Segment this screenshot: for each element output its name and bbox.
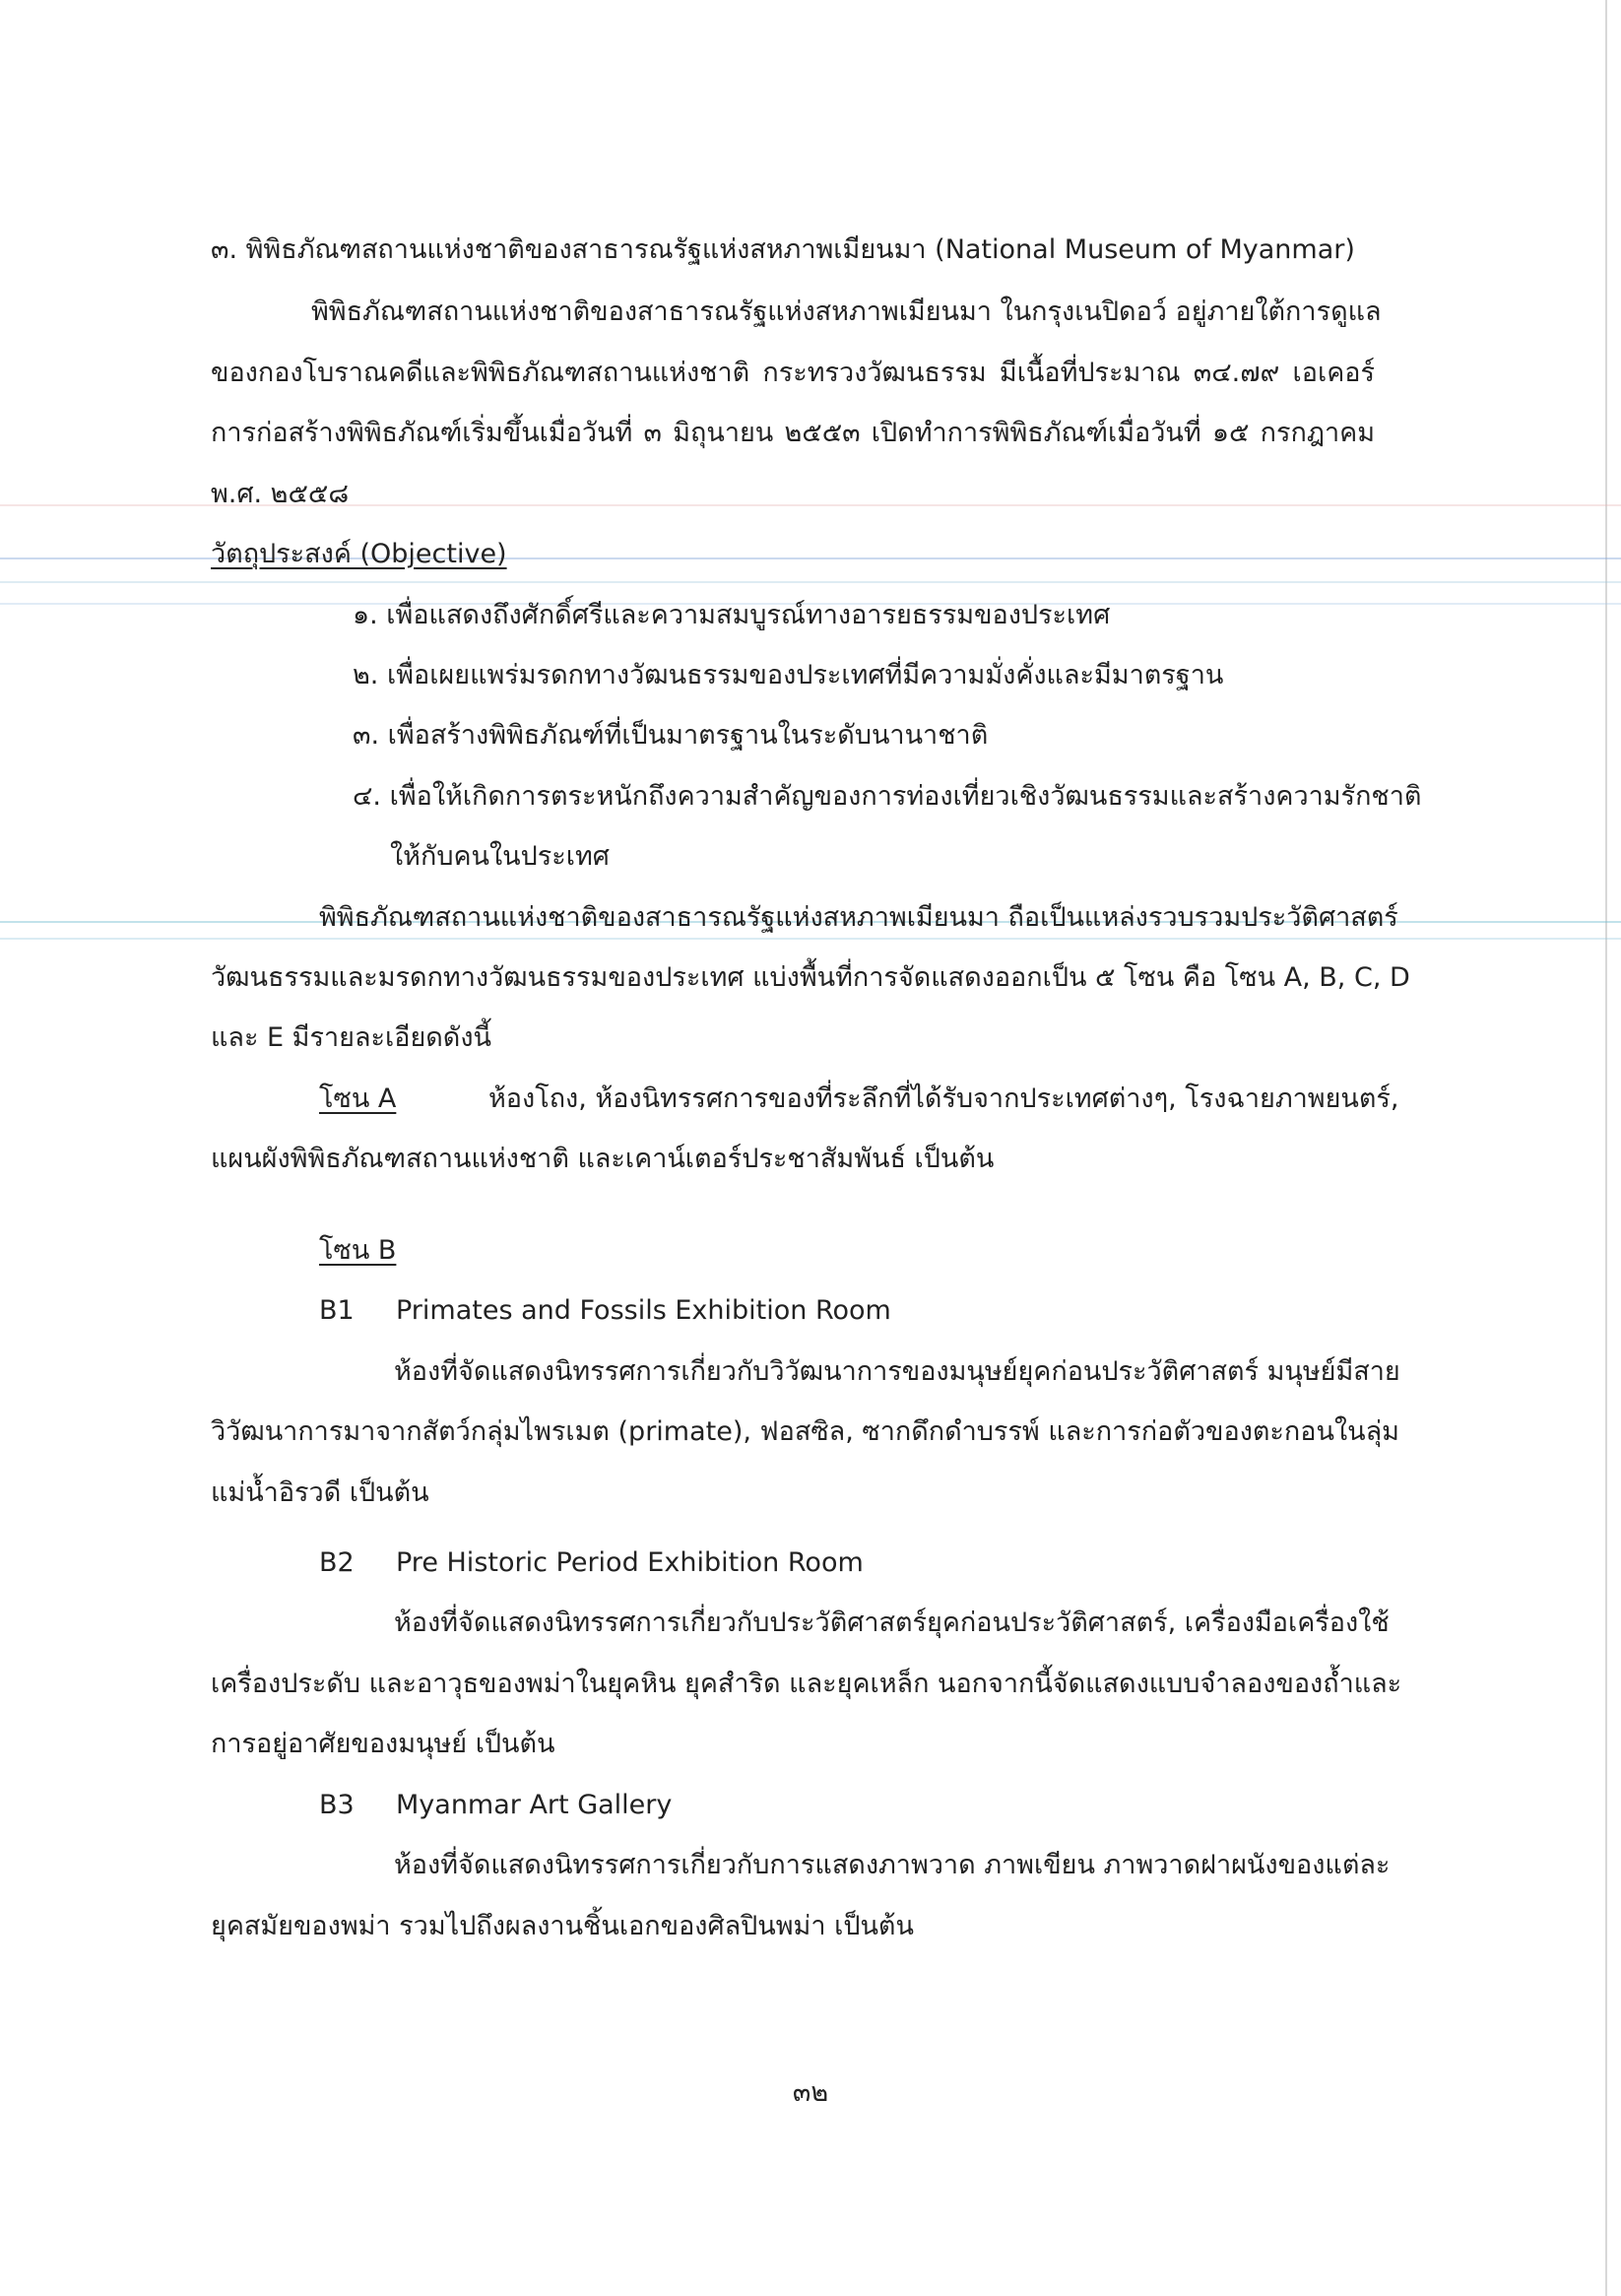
section-heading: ๓. พิพิธภัณฑสถานแห่งชาติของสาธารณรัฐแห่งสหภาพเมียนมา (National Museum of Myanmar) — [211, 234, 1355, 265]
intro-line: การก่อสร้างพิพิธภัณฑ์เริ่มขึ้นเมื่อวันที่ ๓ มิถุนายน ๒๕๕๓ เปิดทำการพิพิธภัณฑ์เมื่อวันที่ ๑๕ กรกฎาคม — [211, 418, 1375, 448]
zones-intro-line: และ E มีรายละเอียดดังนี้ — [211, 1022, 491, 1053]
intro-line: พ.ศ. ๒๕๕๘ — [211, 479, 350, 509]
room-title: Pre Historic Period Exhibition Room — [396, 1547, 864, 1578]
page-edge-shadow — [1605, 0, 1607, 2296]
objective-heading: วัตถุประสงค์ (Objective) — [211, 539, 507, 569]
zone-b-label: โซน B — [319, 1235, 397, 1266]
room-description-line: ห้องที่จัดแสดงนิทรรศการเกี่ยวกับการแสดงภาพวาด ภาพเขียน ภาพวาดฝาผนังของแต่ละ — [394, 1850, 1391, 1880]
room-description-line: การอยู่อาศัยของมนุษย์ เป็นต้น — [211, 1729, 555, 1759]
objective-item: ๑. เพื่อแสดงถึงศักดิ์ศรีและความสมบูรณ์ทางอารยธรรมของประเทศ — [353, 600, 1111, 630]
room-description-line: ห้องที่จัดแสดงนิทรรศการเกี่ยวกับวิวัฒนาการของมนุษย์ยุคก่อนประวัติศาสตร์ มนุษย์มีสาย — [394, 1356, 1400, 1387]
room-description-line: แม่น้ำอิรวดี เป็นต้น — [211, 1477, 429, 1508]
room-code: B3 — [319, 1790, 355, 1820]
zones-intro-line: พิพิธภัณฑสถานแห่งชาติของสาธารณรัฐแห่งสหภาพเมียนมา ถือเป็นแหล่งรวบรวมประวัติศาสตร์ — [319, 902, 1398, 933]
room-description-line: ยุคสมัยของพม่า รวมไปถึงผลงานชิ้นเอกของศิลปินพม่า เป็นต้น — [211, 1911, 914, 1941]
page-number: ๓๒ — [792, 2077, 829, 2108]
room-code: B2 — [319, 1547, 355, 1578]
zone-a-text: ห้องโถง, ห้องนิทรรศการของที่ระลึกที่ได้รับจากประเทศต่างๆ, โรงฉายภาพยนตร์, — [488, 1083, 1399, 1114]
room-description-line: ห้องที่จัดแสดงนิทรรศการเกี่ยวกับประวัติศาสตร์ยุคก่อนประวัติศาสตร์, เครื่องมือเครื่องใช้ — [394, 1607, 1390, 1638]
intro-line: ของกองโบราณคดีและพิพิธภัณฑสถานแห่งชาติ กระทรวงวัฒนธรรม มีเนื้อที่ประมาณ ๓๔.๗๙ เอเคอร์ — [211, 358, 1375, 388]
scan-artifact-line — [0, 938, 1621, 940]
zone-a-label: โซน A — [319, 1083, 397, 1114]
scan-artifact-line — [0, 581, 1621, 583]
room-description-line: วิวัฒนาการมาจากสัตว์กลุ่มไพรเมต (primate), ฟอสซิล, ซากดึกดำบรรพ์ และการก่อตัวของตะกอนในลุ่ม — [211, 1416, 1399, 1447]
zone-a-text: แผนผังพิพิธภัณฑสถานแห่งชาติ และเคาน์เตอร์ประชาสัมพันธ์ เป็นต้น — [211, 1144, 995, 1174]
room-code: B1 — [319, 1295, 355, 1326]
room-description-line: เครื่องประดับ และอาวุธของพม่าในยุคหิน ยุคสำริด และยุคเหล็ก นอกจากนี้จัดแสดงแบบจำลองของถ้ำและ — [211, 1669, 1402, 1699]
objective-item: ๔. เพื่อให้เกิดการตระหนักถึงความสำคัญของการท่องเที่ยวเชิงวัฒนธรรมและสร้างความรักชาติ — [353, 781, 1422, 812]
room-title: Myanmar Art Gallery — [396, 1790, 673, 1820]
zones-intro-line: วัฒนธรรมและมรดกทางวัฒนธรรมของประเทศ แบ่งพื้นที่การจัดแสดงออกเป็น ๕ โซน คือ โซน A, B, C, D — [211, 962, 1410, 993]
room-title: Primates and Fossils Exhibition Room — [396, 1295, 891, 1326]
objective-item: ๒. เพื่อเผยแพร่มรดกทางวัฒนธรรมของประเทศที่มีความมั่งคั่งและมีมาตรฐาน — [353, 660, 1224, 690]
intro-line: พิพิธภัณฑสถานแห่งชาติของสาธารณรัฐแห่งสหภาพเมียนมา ในกรุงเนปิดอว์ อยู่ภายใต้การดูแล — [311, 296, 1382, 327]
objective-item-continued: ให้กับคนในประเทศ — [390, 841, 610, 872]
objective-item: ๓. เพื่อสร้างพิพิธภัณฑ์ที่เป็นมาตรฐานในระดับนานาชาติ — [353, 720, 989, 751]
